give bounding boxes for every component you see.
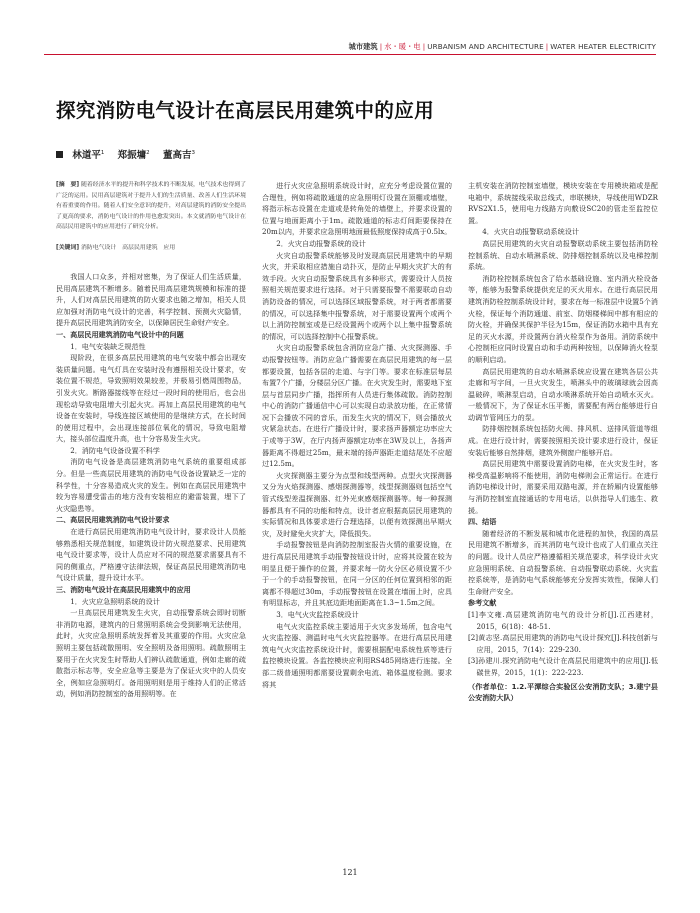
journal-brand: 城市建筑	[348, 42, 378, 51]
section-heading: 四、结语	[468, 517, 497, 527]
paragraph: 我国人口众多，并相对密集，为了保证人们生活质量，民用高层建筑不断增多。随着民用高层建筑规模和标准的提升，人们对高层民用建筑的防火要求也随之增加，相关人员应加强对消防电气设计的完善，科学控制、预测火灾隐情，提升高层民用建筑消防安全，以保障居民生命财产安全。	[56, 271, 246, 328]
paragraph: 在进行高层民用建筑消防电气设计时，要求设计人员能够熟悉相关规范制度，如建筑设计防火规范要求、民用建筑电气设计要求等，设计人员应对不同的规范要求需要具有不同的侧重点，严格遵守法律法规，保证高层民用建筑消防电气设计质量，提升设计水平。	[56, 527, 246, 583]
paragraph: 电气火灾监控系统主要适用于火灾多发场所，包含电气火灾监控器、测温时电气火灾监控器等。在进行高层民用建筑电气火灾监控系统设计时，需要根据配电系统性质等进行监控模块设置。各监控模块应利用RS485网络进行连接。全部二级普通照明都需要设置剩余电流、箱体温度检测。要求将其	[262, 621, 452, 689]
author: 郑振墉$^2$	[117, 149, 150, 161]
abstract-label: [摘 要]	[56, 182, 80, 188]
subsection-heading: 2．火灾自动报警系统的设计	[276, 238, 366, 248]
reference-item: [2]黄志坚.高层民用建筑的消防电气设计探究[J].科技创新与应用，2015，7(14)：229-230.	[468, 633, 658, 654]
keywords-text: 消防电气设计 高层民用建筑 应用	[80, 244, 176, 251]
keywords	[56, 243, 246, 253]
reference-item: [1]李文雍.高层建筑消防电气的设计分析[J].江西建材，2015，6(18)：48-51.	[468, 609, 658, 631]
running-header: 城市建筑 | 水・暖・电 | URBANISM AND ARCHITECTURE | WATER HEATER ELECTRICITY	[348, 42, 656, 51]
section-tag: 水・暖・电	[384, 42, 421, 51]
paragraph: 消防电气设备是高层建筑消防电气系统的重要组成部分。但是一些高层民用建筑的消防电气设备设置缺乏一定的科学性，十分容易造成火灾的发生。例如在高层民用建筑中较为容易遭受雷击的地方没有安装相应的避雷装置，埋下了火灾隐患等。	[56, 457, 246, 513]
page-number: 121	[342, 868, 358, 877]
subsection-heading: 2．消防电气设备设置不科学	[70, 445, 160, 455]
author-affiliation: （作者单位：1.2.平潭综合实验区公安消防支队；3.建宁县公安消防大队）	[468, 681, 658, 703]
abstract	[56, 180, 246, 233]
column-2	[262, 180, 452, 690]
abstract-text: 随着经济水平的提升和科学技术的不断发展，电气技术也得到了广泛的运用。民用高层建筑对于提升人们的生活质量、改善人们生活环境有着重要的作用。随着人们安全意识的提升，对高层建筑的消防安全提出了更高的要求，消防电气设计的作用也愈发突出。本文就消防电气设计在高层民用建筑中的应用进行了研究分析。	[56, 182, 247, 231]
section-heading: 二、高层民用建筑消防电气设计要求	[56, 515, 170, 525]
paragraph: 现阶段，在很多高层民用建筑的电气安装中都会出现安装质量问题。电气灯具在安装时没有遵照相关设计要求，安装位置不规范，导致照明效果较差，并极易引燃周围物品，引发火灾。断路器接线等在经过一段时间的使用后，也会出现松动导致电阻增大引起火灾。再加上高层民用建筑的电气设备在安装时，导线连接区域使用的是继续方式，在长时间的使用过程中，会出现连接部位氧化的情况，导致电阻增大，接头部位温度升高，也十分容易发生火灾。	[56, 353, 246, 444]
paragraph: 随着经济的不断发展和城市化进程的加快，我国的高层民用建筑不断增多，而其消防电气设计也成了人们重点关注的问题。设计人员应严格遵循相关规范要求，科学设计火灾应急照明系统、自动报警系统、自动报警联动系统、火灾监控系统等，是消防电气系统能够充分发挥实效性，保障人们生命财产安全。	[468, 528, 658, 596]
subsection-heading: 3．电气火灾监控系统设计	[276, 609, 359, 619]
paragraph: 主机安装在消防控制室墙壁，模块安装在专用模块箱或是配电箱中，系统接线采取总线式，串联模块，导线使用WDZR RVS2X1.5，使用电力线路方向敷设SC20的管走至监控位置。	[468, 181, 658, 225]
author: 董高吉$^3$	[162, 149, 195, 161]
section-heading: 一、高层民用建筑消防电气设计中的问题	[56, 329, 184, 339]
subsection-heading: 4．火灾自动报警联动系统设计	[482, 227, 579, 237]
paragraph: 火灾探测器主要分为点型和线型两种。点型火灾探测器又分为火焰探测器、感烟探测器等，线型探测器则包括空气管式线型差温探测器、红外光束感烟探测器等。每一种探测器都具有不同的功能和特点，设计者应根据高层民用建筑的实际情况和具体要求进行合理选择，以便有效探测出早期火灾，及时避免火灾扩大，降低损失。	[262, 470, 452, 538]
column-3	[468, 180, 658, 704]
section-en: URBANISM AND ARCHITECTURE	[427, 42, 544, 51]
paragraph: 火灾自动报警系统能够及时发现高层民用建筑中的早期火灾，并采取相应措施自动扑灭，是防止早期火灾扩大的有效手段。火灾自动报警系统具有多种形式，需要设计人员按照相关规范要求进行选择。对于只需要报警不需要联动自动消防设备的情况，可以选择区域报警系统，对于两者都需要的情况，可以选择集中报警系统，对于需要设置两个或两个以上消防控制室或是已经设置两个或两个以上集中报警系统的情况，可以选择控制中心报警系统。	[262, 250, 452, 341]
paragraph: 高层民用建筑的自动水喷淋系统应设置在建筑各层公共走廊和写字间，一旦火灾发生，喷淋头中的玻璃球就会因高温破碎，喷淋泵启动，自动水喷淋系统开始自动喷水灭火。一般情况下，为了保证水压平衡，需要配有两台能够进行自动调节管网压力的泵。	[468, 366, 658, 422]
author-line	[56, 147, 205, 161]
section-heading: 参考文献	[468, 598, 497, 608]
paragraph: 手动报警按钮是向消防控制室报告火情的重要设施，在进行高层民用建筑手动报警按钮设计时，应将其设置在较为明显且便于操作的位置，并要求每一防火分区必须设置不少于一个的手动报警按钮，在同一分区的任何位置到相邻的距离都不得超过30m，手动报警按钮在设置在墙面上时，应具有明显标志，并且其底边距地面距离在1.3~1.5m之间。	[262, 540, 452, 608]
paragraph: 一旦高层民用建筑发生火灾，自动报警系统会即时切断非消防电源，建筑内的日常照明系统会受到影响无法使用，此时，火灾应急照明系统发挥着及其重要的作用。火灾应急照明主要包括疏散照明、安全照明及备用照明。疏散照明主要用于在火灾发生时帮助人们辨认疏散通道，例如走廊的疏散指示标志等，安全应急等主要是为了保证火灾中的人员安全，例如应急照明灯。备用照明则是用于维持人们的正常活动，例如消防控制室的备用照明等。在	[56, 608, 246, 699]
paragraph: 火灾自动报警系统包含消防应急广播、火灾探测器、手动报警按钮等。消防应急广播需要在高层民用建筑的每一层都要设置，包括各层的走道、与字门等。要求在标准层每层布置7个广播，分楼层分区广播。在火灾发生时，需要地下室层与首层同步广播，指挥所有人员进行集体疏散。消防控制中心的消防广播通信中心可以实现自动录放功能，在正常情况下会播放不同的音乐，而发生火灾的情况下，则会播放火灾紧急状态。在进行广播设计时，要求扬声器额定功率应大于或等于3W，在厅内扬声器额定功率在3W及以上，各扬声器距离不得超过25m，最末端的扬声器距走道结尾处不应超过12.5m。	[262, 343, 452, 469]
paragraph: 进行火灾应急照明系统设计时，应充分考虑设置位置的合理性，例如将疏散通道的应急照明灯设置在顶棚或墙壁，将指示标志设置在走道或是转角处的墙壁上，并要求设置的位置与地面距离小于1m。疏散通道的标志灯间距要保持在20m以内，并要求应急照明地面最低照度保持成高于0.5lx。	[262, 181, 452, 237]
keywords-label: [关键词]	[56, 244, 80, 251]
paragraph: 消防栓控制系统包含了给水基础设施、室内消火栓设备等，能够为报警系统提供充足的灭火用水。在进行高层民用建筑消防栓控制系统设计时，要求在每一标准层中设置5个消火栓，保证每个消防通道、前室、防烟楼梯间中都有相应的防火栓，并确保其保护半径为15m，保证消防水箱中具有充足的灭火水源，并设置两台消火栓泵作为备用。消防系统中心控制柜应同时设置自动和手动两种按钮，以保障消火栓泵的顺利启动。	[468, 273, 658, 364]
paragraph: 高层民用建筑中需要设置消防电梯，在火灾发生时，客梯受高温影响将不能使用，消防电梯则会正常运行。在进行消防电梯设计时，需要采用双路电源，并在轿厢内设置能够与消防控制室直接通话的专用电话，以供指导人们逃生、救援。	[468, 459, 658, 515]
section-heading: 三、消防电气设计在高层民用建筑中的应用	[56, 585, 191, 594]
bullet-square-icon	[56, 151, 63, 158]
section-en-tag: WATER HEATER ELECTRICITY	[550, 42, 656, 51]
article-title: 探究消防电气设计在高层民用建筑中的应用	[56, 99, 435, 122]
subsection-heading: 1．电气安装缺乏规范性	[70, 341, 146, 351]
header-rule	[44, 54, 656, 55]
author: 林道平$^1$	[72, 149, 105, 161]
paragraph: 防排烟控制系统包括防火阀、排风机、送排风管道等组成。在进行设计时，需要按照相关设计要求进行设计，保证安装后能够自然排烟，建筑外侧窗户能够开启。	[468, 424, 658, 457]
column-1	[56, 180, 246, 700]
subsection-heading: 1．火灾应急照明系统的设计	[70, 596, 160, 606]
paragraph: 高层民用建筑的火灾自动报警联动系统主要包括消防栓控制系统、自动水喷淋系统、防排烟控制系统以及电梯控制系统。	[468, 238, 658, 272]
reference-item: [3]孙建川.探究消防电气设计在高层民用建筑中的应用[J].低碳世界，2015，1(1)：222-223.	[468, 656, 658, 677]
